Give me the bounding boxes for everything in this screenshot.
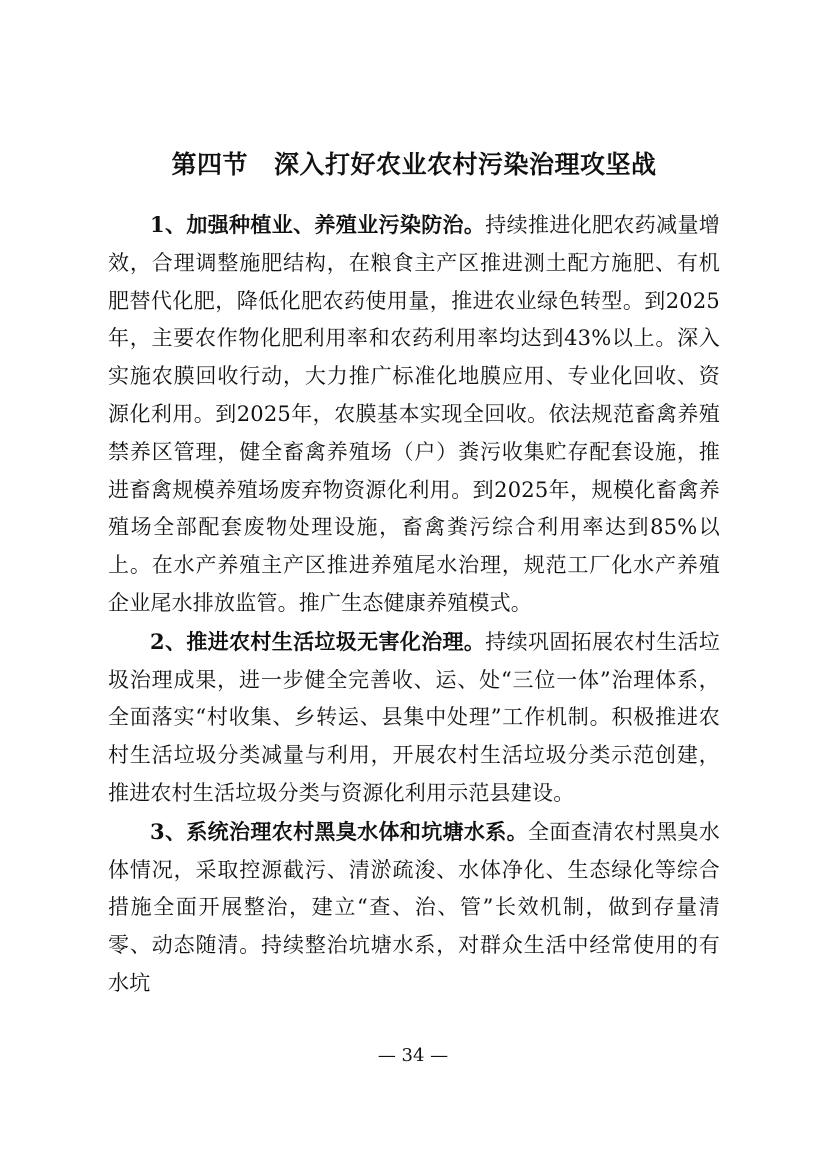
section-title xyxy=(108,148,720,182)
paragraph-2-text: 持续巩固拓展农村生活垃圾治理成果，进一步健全完善收、运、处“三位一体”治理体系，全面落实“村收集、乡转运、县集中处理”工作机制。积极推进农村生活垃圾分类减量与利用，开展农村生活垃圾分类示范创建，推进农村生活垃圾分类与资源化利用示范县建设。 xyxy=(108,629,720,805)
paragraph-1-lead: 1、加强种植业、养殖业污染防治。 xyxy=(150,212,486,237)
paragraph-1-text: 持续推进化肥农药减量增效，合理调整施肥结构，在粮食主产区推进测土配方施肥、有机肥替代化肥，降低化肥农药使用量，推进农业绿色转型。到2025年，主要农作物化肥利用率和农药利用率均达到43%以上。深入实施农膜回收行动，大力推广标准化地膜应用、专业化回收、资源化利用。到2025年，农膜基本实现全回收。依法规范畜禽养殖禁养区管理，健全畜禽养殖场（户）粪污收集贮存配套设施，推进畜禽规模养殖场废弃物资源化利用。到2025年，规模化畜禽养殖场全部配套废物处理设施，畜禽粪污综合利用率达到85%以上。在水产养殖主产区推进养殖尾水治理，规范工厂化水产养殖企业尾水排放监管。推广生态健康养殖模式。 xyxy=(108,213,720,615)
section-heading: 深入打好农业农村污染治理攻坚战 xyxy=(274,150,657,179)
paragraph-2 xyxy=(108,623,720,813)
paragraph-3-lead: 3、系统治理农村黑臭水体和坑塘水系。 xyxy=(150,818,528,844)
paragraph-3-text: 全面查清农村黑臭水体情况，采取控源截污、清淤疏浚、水体净化、生态绿化等综合措施全面开展整治，建立“查、治、管”长效机制，做到存量清零、动态随清。持续整治坑塘水系，对群众生活中经常使用的有水坑 xyxy=(108,819,720,995)
section-label: 第四节 xyxy=(171,150,248,179)
page-number: — 34 — xyxy=(377,1045,449,1066)
paragraph-2-lead: 2、推进农村生活垃圾无害化治理。 xyxy=(150,628,486,654)
body-text xyxy=(108,206,720,1003)
paragraph-3 xyxy=(108,813,720,1003)
paragraph-1 xyxy=(108,206,720,623)
